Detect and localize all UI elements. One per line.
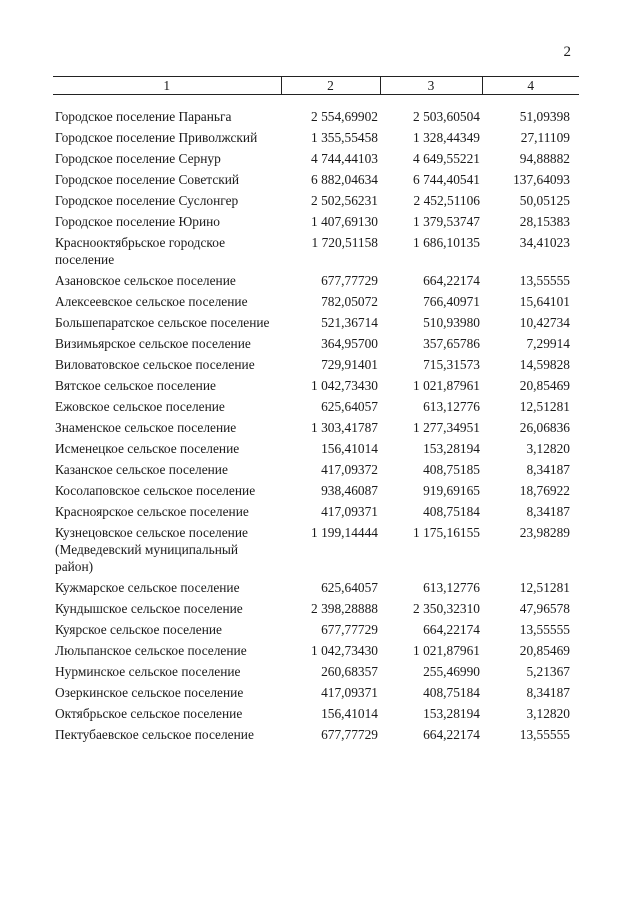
settlement-name-cell: Городское поселение Параньга bbox=[55, 109, 232, 124]
table-row bbox=[53, 150, 579, 171]
value-col3-cell: 1 021,87961 bbox=[413, 643, 480, 658]
value-col2-cell: 1 720,51158 bbox=[311, 235, 378, 250]
table-row bbox=[53, 213, 579, 234]
table-row bbox=[53, 272, 579, 293]
value-col2-cell: 2 554,69902 bbox=[311, 109, 378, 124]
table-row bbox=[53, 503, 579, 524]
value-col4-cell: 26,06836 bbox=[519, 420, 570, 435]
table-row bbox=[53, 234, 579, 272]
value-col2-cell: 1 407,69130 bbox=[311, 214, 378, 229]
value-col3-cell: 664,22174 bbox=[423, 273, 480, 288]
value-col3-cell: 919,69165 bbox=[423, 483, 480, 498]
value-col4-cell: 14,59828 bbox=[519, 357, 570, 372]
settlement-name-cell: Городское поселение Юрино bbox=[55, 214, 220, 229]
value-col2-cell: 938,46087 bbox=[321, 483, 378, 498]
settlement-name-cell: Городское поселение Советский bbox=[55, 172, 240, 187]
table-row bbox=[53, 482, 579, 503]
value-col2-cell: 6 882,04634 bbox=[311, 172, 378, 187]
settlement-name-cell: Косолаповское сельское поселение bbox=[55, 483, 256, 498]
value-col4-cell: 3,12820 bbox=[526, 706, 570, 721]
value-col2-cell: 521,36714 bbox=[321, 315, 378, 330]
value-col4-cell: 50,05125 bbox=[519, 193, 570, 208]
value-col2-cell: 625,64057 bbox=[321, 580, 378, 595]
table-row bbox=[53, 705, 579, 726]
column-header-3: 3 bbox=[380, 77, 482, 95]
value-col2-cell: 625,64057 bbox=[321, 399, 378, 414]
table-row bbox=[53, 314, 579, 335]
settlement-name-cell: Азановское сельское поселение bbox=[55, 273, 236, 288]
value-col4-cell: 28,15383 bbox=[519, 214, 570, 229]
value-col2-cell: 417,09372 bbox=[321, 462, 378, 477]
table-row bbox=[53, 356, 579, 377]
value-col3-cell: 2 350,32310 bbox=[413, 601, 480, 616]
value-col3-cell: 613,12776 bbox=[423, 580, 480, 595]
value-col4-cell: 34,41023 bbox=[519, 235, 570, 250]
value-col2-cell: 677,77729 bbox=[321, 727, 378, 742]
settlement-name-cell: Кундышское сельское поселение bbox=[55, 601, 243, 616]
value-col2-cell: 1 303,41787 bbox=[311, 420, 378, 435]
value-col2-cell: 417,09371 bbox=[321, 685, 378, 700]
table-header-row bbox=[53, 77, 579, 95]
value-col4-cell: 7,29914 bbox=[526, 336, 570, 351]
settlement-name-cell: Городское поселение Сернур bbox=[55, 151, 221, 166]
table-row bbox=[53, 600, 579, 621]
value-col3-cell: 4 649,55221 bbox=[413, 151, 480, 166]
table-row bbox=[53, 726, 579, 747]
column-header-1: 1 bbox=[53, 77, 281, 95]
value-col3-cell: 1 021,87961 bbox=[413, 378, 480, 393]
value-col4-cell: 137,64093 bbox=[513, 172, 570, 187]
table-row bbox=[53, 419, 579, 440]
settlement-name-cell: Знаменское сельское поселение bbox=[55, 420, 237, 435]
settlement-name-cell: Озеркинское сельское поселение bbox=[55, 685, 244, 700]
value-col3-cell: 408,75184 bbox=[423, 685, 480, 700]
value-col3-cell: 1 379,53747 bbox=[413, 214, 480, 229]
value-col2-cell: 364,95700 bbox=[321, 336, 378, 351]
value-col4-cell: 3,12820 bbox=[526, 441, 570, 456]
value-col4-cell: 23,98289 bbox=[519, 525, 570, 540]
value-col2-cell: 417,09371 bbox=[321, 504, 378, 519]
value-col2-cell: 677,77729 bbox=[321, 622, 378, 637]
value-col3-cell: 357,65786 bbox=[423, 336, 480, 351]
value-col2-cell: 1 199,14444 bbox=[311, 525, 378, 540]
value-col3-cell: 153,28194 bbox=[423, 441, 480, 456]
column-header-4: 4 bbox=[482, 77, 579, 95]
value-col2-cell: 1 042,73430 bbox=[311, 643, 378, 658]
value-col3-cell: 613,12776 bbox=[423, 399, 480, 414]
table-row bbox=[53, 171, 579, 192]
table-row bbox=[53, 129, 579, 150]
value-col4-cell: 5,21367 bbox=[526, 664, 570, 679]
value-col4-cell: 13,55555 bbox=[519, 273, 570, 288]
value-col4-cell: 51,09398 bbox=[519, 109, 570, 124]
value-col3-cell: 2 452,51106 bbox=[413, 193, 480, 208]
value-col4-cell: 13,55555 bbox=[519, 622, 570, 637]
value-col4-cell: 8,34187 bbox=[526, 504, 570, 519]
settlement-name-cell: Пектубаевское сельское поселение bbox=[55, 727, 254, 742]
settlement-name-cell: Октябрьское сельское поселение bbox=[55, 706, 243, 721]
value-col3-cell: 408,75185 bbox=[423, 462, 480, 477]
value-col2-cell: 1 355,55458 bbox=[311, 130, 378, 145]
value-col4-cell: 47,96578 bbox=[519, 601, 570, 616]
table-body bbox=[53, 95, 579, 748]
page-number: 2 bbox=[563, 44, 571, 60]
column-header-2: 2 bbox=[281, 77, 380, 95]
value-col3-cell: 6 744,40541 bbox=[413, 172, 480, 187]
settlement-name-cell: Большепаратское сельское поселение bbox=[55, 315, 270, 330]
settlement-name-cell: Казанское сельское поселение bbox=[55, 462, 228, 477]
table-row bbox=[53, 579, 579, 600]
value-col2-cell: 729,91401 bbox=[321, 357, 378, 372]
value-col3-cell: 664,22174 bbox=[423, 727, 480, 742]
value-col3-cell: 510,93980 bbox=[423, 315, 480, 330]
settlement-name-cell: Городское поселение Приволжский bbox=[55, 130, 258, 145]
value-col3-cell: 664,22174 bbox=[423, 622, 480, 637]
settlement-name-cell: Красноярское сельское поселение bbox=[55, 504, 249, 519]
table-row bbox=[53, 377, 579, 398]
settlement-name-cell: Нурминское сельское поселение bbox=[55, 664, 241, 679]
settlement-name-cell: Исменецкое сельское поселение bbox=[55, 441, 240, 456]
settlement-name-cell: Кужмарское сельское поселение bbox=[55, 580, 240, 595]
value-col3-cell: 1 175,16155 bbox=[413, 525, 480, 540]
settlement-name-cell: Вятское сельское поселение bbox=[55, 378, 216, 393]
table-row bbox=[53, 461, 579, 482]
table-row bbox=[53, 621, 579, 642]
value-col2-cell: 782,05072 bbox=[321, 294, 378, 309]
value-col3-cell: 1 328,44349 bbox=[413, 130, 480, 145]
value-col4-cell: 18,76922 bbox=[519, 483, 570, 498]
table-row bbox=[53, 293, 579, 314]
value-col3-cell: 1 686,10135 bbox=[413, 235, 480, 250]
value-col4-cell: 20,85469 bbox=[519, 643, 570, 658]
value-col4-cell: 13,55555 bbox=[519, 727, 570, 742]
value-col4-cell: 12,51281 bbox=[519, 399, 570, 414]
settlement-name-cell: Виловатовское сельское поселение bbox=[55, 357, 255, 372]
table-row bbox=[53, 192, 579, 213]
value-col4-cell: 15,64101 bbox=[519, 294, 570, 309]
table-row bbox=[53, 684, 579, 705]
value-col2-cell: 2 502,56231 bbox=[311, 193, 378, 208]
value-col2-cell: 156,41014 bbox=[321, 706, 378, 721]
table-row bbox=[53, 663, 579, 684]
value-col3-cell: 408,75184 bbox=[423, 504, 480, 519]
value-col2-cell: 677,77729 bbox=[321, 273, 378, 288]
value-col2-cell: 1 042,73430 bbox=[311, 378, 378, 393]
value-col4-cell: 8,34187 bbox=[526, 462, 570, 477]
value-col3-cell: 766,40971 bbox=[423, 294, 480, 309]
value-col4-cell: 8,34187 bbox=[526, 685, 570, 700]
value-col4-cell: 27,11109 bbox=[520, 130, 570, 145]
table-row bbox=[53, 642, 579, 663]
table-row bbox=[53, 95, 579, 130]
settlement-name-cell: Городское поселение Суслонгер bbox=[55, 193, 239, 208]
settlement-name-cell: Краснооктябрьское городское поселение bbox=[55, 235, 226, 267]
settlement-name-cell: Ежовское сельское поселение bbox=[55, 399, 225, 414]
data-table bbox=[53, 76, 579, 747]
settlement-name-cell: Куярское сельское поселение bbox=[55, 622, 222, 637]
value-col4-cell: 12,51281 bbox=[519, 580, 570, 595]
value-col3-cell: 153,28194 bbox=[423, 706, 480, 721]
value-col3-cell: 1 277,34951 bbox=[413, 420, 480, 435]
value-col2-cell: 2 398,28888 bbox=[311, 601, 378, 616]
table-row bbox=[53, 524, 579, 579]
table-row bbox=[53, 335, 579, 356]
settlement-name-cell: Люльпанское сельское поселение bbox=[55, 643, 247, 658]
value-col2-cell: 4 744,44103 bbox=[311, 151, 378, 166]
settlement-name-cell: Визимьярское сельское поселение bbox=[55, 336, 251, 351]
value-col4-cell: 20,85469 bbox=[519, 378, 570, 393]
value-col3-cell: 255,46990 bbox=[423, 664, 480, 679]
settlement-name-cell: Алексеевское сельское поселение bbox=[55, 294, 248, 309]
table-row bbox=[53, 398, 579, 419]
value-col4-cell: 10,42734 bbox=[519, 315, 570, 330]
table-row bbox=[53, 440, 579, 461]
value-col3-cell: 715,31573 bbox=[423, 357, 480, 372]
value-col3-cell: 2 503,60504 bbox=[413, 109, 480, 124]
value-col4-cell: 94,88882 bbox=[519, 151, 570, 166]
value-col2-cell: 260,68357 bbox=[321, 664, 378, 679]
settlement-name-cell: Кузнецовское сельское поселение (Медведевский муниципальный район) bbox=[55, 525, 248, 574]
value-col2-cell: 156,41014 bbox=[321, 441, 378, 456]
